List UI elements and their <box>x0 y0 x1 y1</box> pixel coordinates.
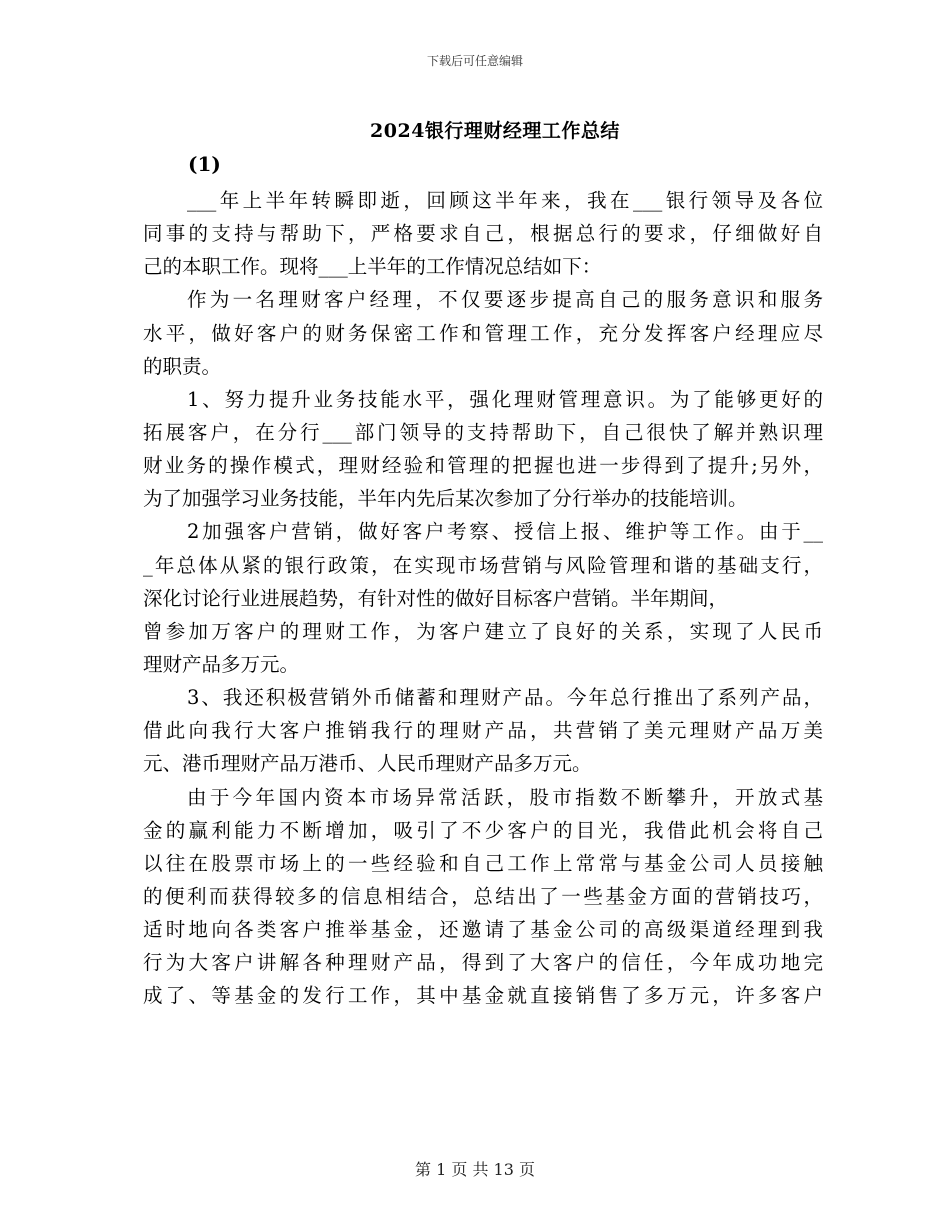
body-line: 由于今年国内资本市场异常活跃，股市指数不断攀升，开放式基 <box>187 785 823 809</box>
body-line: 适时地向各类客户推举基金，还邀请了基金公司的高级渠道经理到我 <box>143 918 823 942</box>
body-line: 借此向我行大客户推销我行的理财产品，共营销了美元理财产品万美 <box>143 719 823 743</box>
body-line: 行为大客户讲解各种理财产品，得到了大客户的信任，今年成功地完 <box>143 951 823 975</box>
body-line: 元、港币理财产品万港币、人民币理财产品多万元。 <box>143 752 592 776</box>
section-label: (1) <box>188 152 221 176</box>
body-line: 己的本职工作。现将___上半年的工作情况总结如下： <box>143 255 602 279</box>
body-line: 财业务的操作模式，理财经验和管理的把握也进一步得到了提升;另外， <box>143 454 823 478</box>
body-line: 2加强客户营销，做好客户考察、授信上报、维护等工作。由于__ <box>187 520 823 544</box>
body-line: 1、努力提升业务技能水平，强化理财管理意识。为了能够更好的 <box>187 387 823 411</box>
body-line: 水平，做好客户的财务保密工作和管理工作，充分发挥客户经理应尽 <box>143 321 823 345</box>
document-body <box>143 184 823 1013</box>
body-line: 同事的支持与帮助下，严格要求自己，根据总行的要求，仔细做好自 <box>143 222 823 246</box>
body-line: 为了加强学习业务技能，半年内先后某次参加了分行举办的技能培训。 <box>143 487 748 511</box>
page-number: 第 1 页 共 13 页 <box>415 1160 535 1179</box>
body-line: _年总体从紧的银行政策，在实现市场营销与风险管理和谐的基础支行， <box>143 553 823 577</box>
body-line: 深化讨论行业进展趋势，有针对性的做好目标客户营销。半年期间， <box>143 586 729 610</box>
body-line: 拓展客户，在分行___部门领导的支持帮助下，自己很快了解并熟识理 <box>143 420 823 444</box>
body-line: 作为一名理财客户经理，不仅要逐步提高自己的服务意识和服务 <box>187 288 823 312</box>
body-line: 的便利而获得较多的信息相结合，总结出了一些基金方面的营销技巧， <box>143 884 823 908</box>
body-line: 以往在股票市场上的一些经验和自己工作上常常与基金公司人员接触 <box>143 851 823 875</box>
body-line: 的职责。 <box>143 354 222 378</box>
header-note: 下载后可任意编辑 <box>426 54 523 68</box>
body-line: 金的赢利能力不断增加，吸引了不少客户的目光，我借此机会将自己 <box>143 818 823 842</box>
body-line: 成了、等基金的发行工作，其中基金就直接销售了多万元，许多客户 <box>143 984 823 1008</box>
body-line: ___年上半年转瞬即逝，回顾这半年来，我在___银行领导及各位 <box>187 189 823 212</box>
body-line: 3、我还积极营销外币储蓄和理财产品。今年总行推出了系列产品， <box>187 686 823 710</box>
body-line: 理财产品多万元。 <box>143 652 300 676</box>
document-title: 2024银行理财经理工作总结 <box>370 120 620 142</box>
body-line: 曾参加万客户的理财工作，为客户建立了良好的关系，实现了人民币 <box>143 619 823 643</box>
